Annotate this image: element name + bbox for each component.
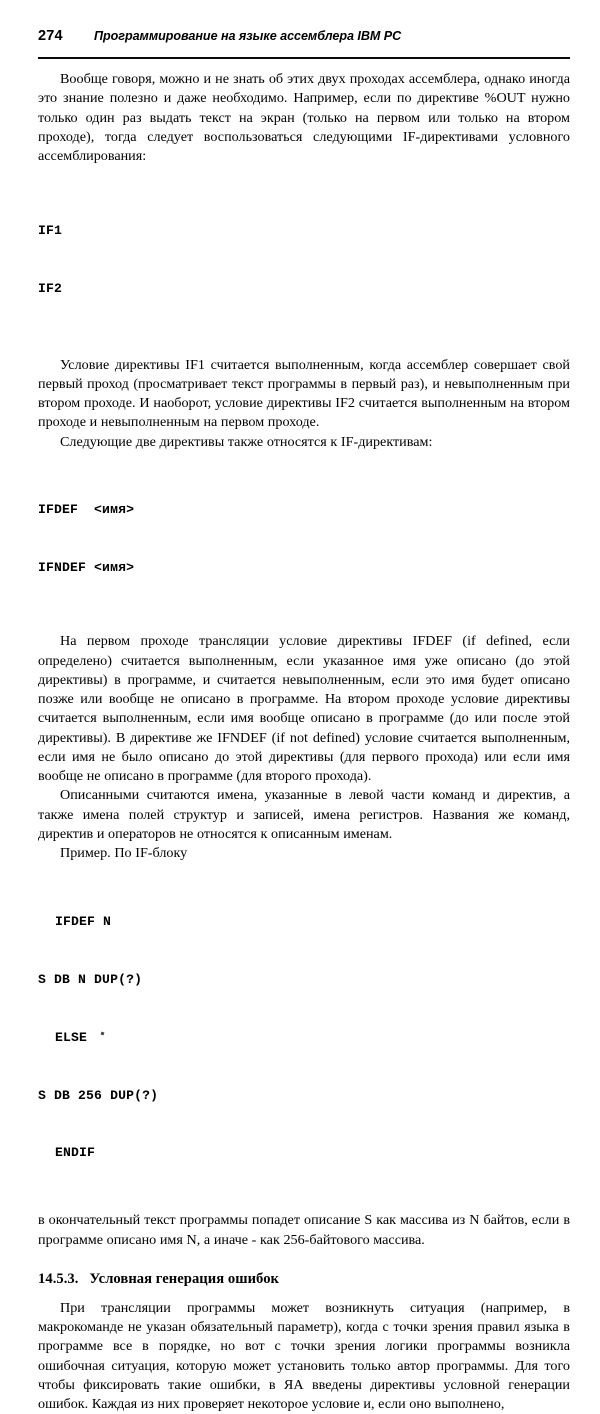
code-listing-if1-if2 [38, 182, 570, 336]
page-header [38, 28, 570, 50]
code-line: IF1 [38, 222, 63, 238]
spacer [38, 166, 570, 182]
spacer [38, 863, 570, 873]
paragraph-described-names: Описанными считаются имена, указанные в левой части команд и директив, а также имена полей структур и записей, имена регистров. Названия же команд, директив и операторов не относятся к описанным именам. [38, 787, 570, 842]
paragraph-intro-two-pass: Вообще говоря, можно и не знать об этих двух проходах ассемблера, однако иногда это знание полезно и даже необходимо. Например, если по директиве %OUT нужно только один раз выдать текст на экран (только на первом или только на втором проходе), тогда следует воспользоваться следующими IF-директивами условного ассемблирования: [38, 71, 570, 164]
section-title: Условная генерация ошибок [89, 1270, 280, 1287]
page-body [38, 70, 570, 1414]
section-number: 14.5.3. [38, 1270, 79, 1287]
code-listing-ifdef-ifndef [38, 462, 570, 616]
code-line: IFDEF N [55, 913, 112, 929]
section-heading [38, 1269, 570, 1289]
paragraph-final-text-result: в окончательный текст программы попадет описание S как массива из N байтов, если в программе описано имя N, а иначе - как 256-байтового массива. [38, 1212, 570, 1248]
scan-artifact-mark [101, 1031, 105, 1035]
spacer [38, 1289, 570, 1299]
paragraph-error-generation: При трансляции программы может возникнуть ситуация (например, в макрокоманде не указан обязательный параметр), когда с точки зрения правил языка в программе все в порядке, но вот с точки зрения логики программы возникла ошибочная ситуация, которую может установить только автор программы. Для того чтобы фиксировать такие ошибки, в ЯА введены директивы условной генерации ошибок. Каждая из них проверяет некоторое условие и, если оно выполнено, [38, 1299, 570, 1413]
header-rule [38, 57, 570, 59]
paragraph-if1-if2-semantics: Условие директивы IF1 считается выполненным, когда ассемблер совершает свой первый проход (просматривает текст программы в первый раз), и невыполненным при втором проходе. И наоборот, условие директивы IF2 считается выполненным на втором проходе и невыполненным на первом проходе. [38, 356, 570, 431]
code-line: IF2 [38, 280, 63, 296]
code-line: IFDEF <имя> [38, 502, 135, 518]
code-line: ENDIF [55, 1145, 96, 1161]
code-listing-if-block-example [38, 873, 570, 1201]
paragraph-next-two-directives: Следующие две директивы также относятся к IF-директивам: [60, 433, 433, 450]
code-line-else [38, 1028, 570, 1047]
spacer [38, 616, 570, 632]
spacer [38, 1201, 570, 1211]
spacer [38, 337, 570, 356]
paragraph-example-intro: Пример. По IF-блоку [60, 845, 188, 861]
spacer [38, 1250, 570, 1269]
running-head-title: Программирование на языке ассемблера IBM PC [94, 29, 402, 43]
page-number: 274 [38, 28, 63, 44]
code-line: S DB 256 DUP(?) [38, 1087, 159, 1103]
paragraph-ifdef-description: На первом проходе трансляции условие директивы IFDEF (if defined, если определено) считается выполненным, если указанное имя уже описано (до этой директивы) в программе, и считается невыполненным, если это имя будет описано позже или вообще не описано в программе. На втором проходе условие директивы считается выполненным, если имя вообще описано в программе (до или после этой директивы). В директиве же IFNDEF (if not defined) условие считается выполненным, если имя не было описано до этой директивы (для первого прохода) или если имя вообще не описано в программе (для второго прохода). [38, 633, 570, 784]
code-line: IFNDEF <имя> [38, 560, 135, 576]
code-line-text: ELSE [55, 1029, 88, 1045]
spacer [38, 452, 570, 462]
code-line: S DB N DUP(?) [38, 971, 143, 987]
